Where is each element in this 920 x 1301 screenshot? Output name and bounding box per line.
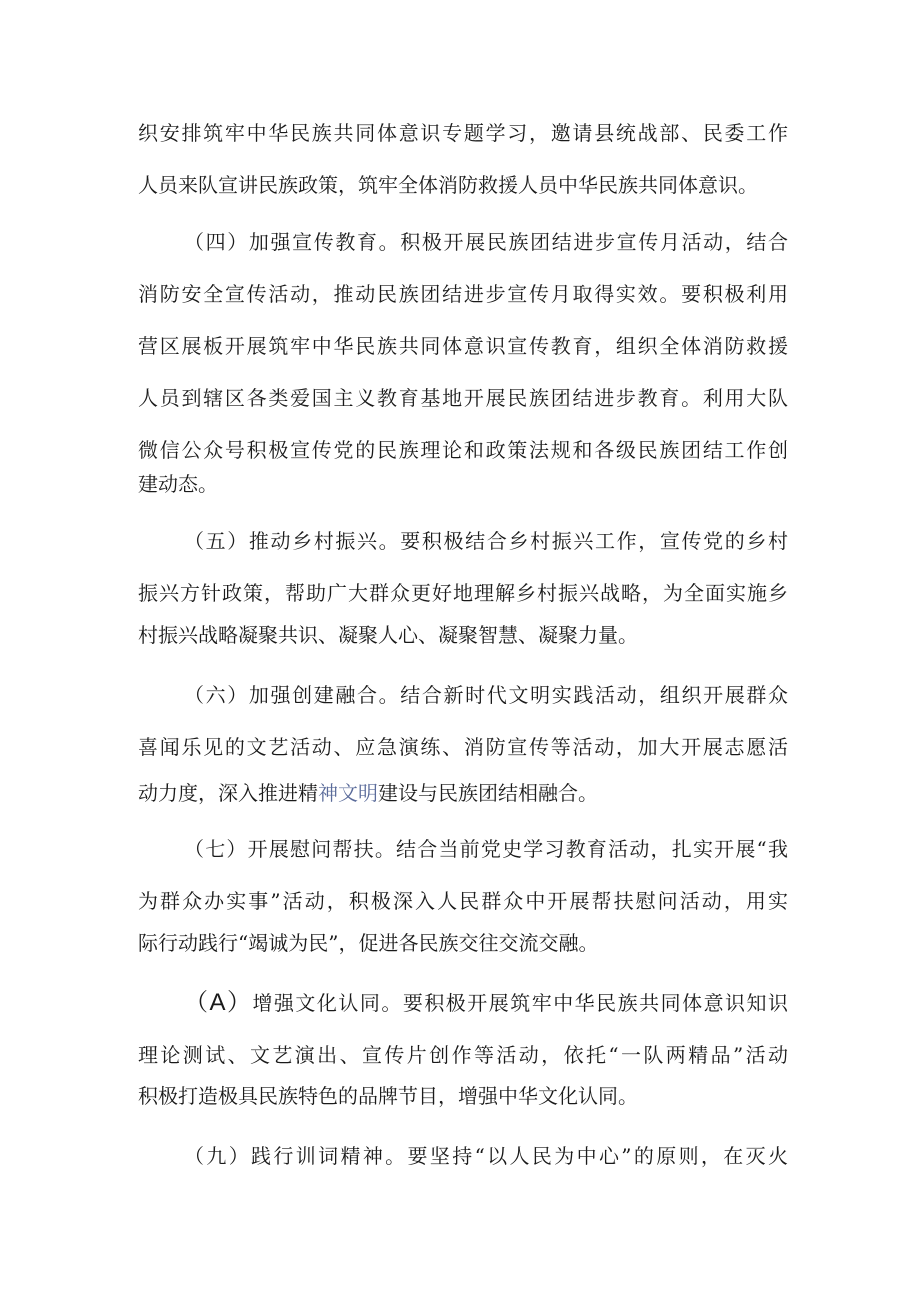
paragraph-line: 织安排筑牢中华民族共同体意识专题学习，邀请县统战部、民委工作: [138, 121, 788, 145]
paragraph-line: 为群众办实事”活动，积极深入人民群众中开展帮扶慰问活动，用实: [138, 889, 788, 913]
paragraph-line: 建动态。: [138, 472, 218, 496]
paragraph-line: 际行动践行“竭诚为民”，促进各民族交往交流交融。: [138, 931, 599, 955]
paragraph-line: [184, 985, 788, 1021]
paragraph-line: 积极打造极具民族特色的品牌节目，增强中华文化认同。: [138, 1084, 638, 1108]
paragraph-line: （五）推动乡村振兴。要积极结合乡村振兴工作，宣传党的乡村: [184, 529, 788, 553]
paragraph-line: （四）加强宣传教育。积极开展民族团结进步宣传月活动，结合: [184, 230, 788, 254]
paragraph-line: [138, 775, 788, 811]
paragraph-line: （九）践行训词精神。要坚持“以人民为中心”的原则，在灭火: [184, 1144, 788, 1168]
heading-open-paren: （: [184, 989, 210, 1016]
paragraph-line: （七）开展慰问帮扶。结合当前党史学习教育活动，扎实开展“我: [184, 837, 788, 861]
paragraph-line: 微信公众号积极宣传党的民族理论和政策法规和各级民族团结工作创: [138, 438, 788, 462]
line-text: 增强文化认同。要积极开展筑牢中华民族共同体意识知识: [252, 991, 789, 1015]
heading-close-paren: ）: [225, 989, 253, 1016]
paragraph-line: 振兴方针政策，帮助广大群众更好地理解乡村振兴战略，为全面实施乡: [138, 581, 788, 605]
paragraph-line: 理论测试、文艺演出、宣传片创作等活动，依托“一队两精品”活动: [138, 1043, 788, 1067]
line-text: 建设与民族团结相融合。: [378, 781, 598, 805]
heading-letter: A: [209, 989, 226, 1016]
paragraph-line: 消防安全宣传活动，推动民族团结进步宣传月取得实效。要积极利用: [138, 282, 788, 306]
paragraph-line: 营区展板开展筑牢中华民族共同体意识宣传教育，组织全体消防救援: [138, 334, 788, 358]
paragraph-line: 人员到辖区各类爱国主义教育基地开展民族团结进步教育。利用大队: [138, 386, 788, 410]
paragraph-line: （六）加强创建融合。结合新时代文明实践活动，组织开展群众: [184, 683, 788, 707]
line-text: 动力度，深入推进精: [138, 781, 318, 805]
paragraph-line: 村振兴战略凝聚共识、凝聚人心、凝聚智慧、凝聚力量。: [138, 623, 638, 647]
paragraph-line: 人员来队宣讲民族政策，筑牢全体消防救援人员中华民族共同体意识。: [138, 173, 758, 197]
highlighted-text: 神文明: [318, 781, 378, 805]
paragraph-line: 喜闻乐见的文艺活动、应急演练、消防宣传等活动，加大开展志愿活: [138, 735, 788, 759]
